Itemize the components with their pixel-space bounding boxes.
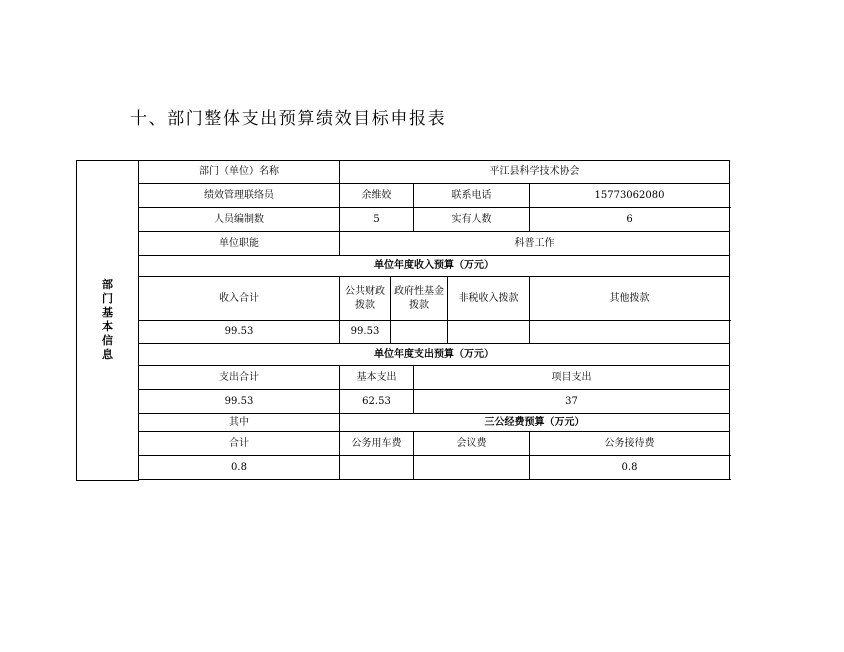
- actual-staff-value: 6: [530, 208, 730, 232]
- table-row: [77, 321, 730, 344]
- spacer-cell: [139, 480, 730, 481]
- table-row: [77, 277, 730, 321]
- official-car-label: 公务用车费: [340, 432, 414, 456]
- among-label: 其中: [139, 414, 340, 432]
- basic-expense-label: 基本支出: [340, 366, 414, 390]
- phone-value: 15773062080: [530, 184, 730, 208]
- fiscal-appropriation-label: 公共财政拨款: [340, 277, 391, 321]
- section-label: 部门基本信息: [77, 161, 139, 481]
- actual-staff-label: 实有人数: [414, 208, 530, 232]
- project-expense-label: 项目支出: [414, 366, 730, 390]
- three-public-header: 三公经费预算（万元）: [340, 414, 730, 432]
- table-row: [77, 432, 730, 456]
- table-row: [77, 232, 730, 256]
- nontax-income-label: 非税收入拨款: [448, 277, 530, 321]
- expense-total-label: 支出合计: [139, 366, 340, 390]
- page-title: 十、部门整体支出预算绩效目标申报表: [130, 109, 447, 129]
- other-appropriation-value: [530, 321, 730, 344]
- staff-quota-label: 人员编制数: [139, 208, 340, 232]
- project-expense-value: 37: [414, 390, 730, 414]
- budget-form-table: [76, 160, 730, 481]
- income-total-value: 99.53: [139, 321, 340, 344]
- duty-value: 科普工作: [340, 232, 730, 256]
- duty-label: 单位职能: [139, 232, 340, 256]
- table-row: [77, 208, 730, 232]
- table-row-spacer: [77, 480, 730, 481]
- table-row: [77, 161, 730, 184]
- dept-name-value: 平江县科学技术协会: [340, 161, 730, 184]
- meeting-fee-label: 会议费: [414, 432, 530, 456]
- expense-header: 单位年度支出预算（万元）: [139, 344, 730, 366]
- fiscal-appropriation-value: 99.53: [340, 321, 391, 344]
- expense-total-value: 99.53: [139, 390, 340, 414]
- contact-value: 余维姣: [340, 184, 414, 208]
- other-appropriation-label: 其他拨款: [530, 277, 730, 321]
- three-public-sum-label: 合计: [139, 432, 340, 456]
- income-header: 单位年度收入预算（万元）: [139, 256, 730, 277]
- nontax-income-value: [448, 321, 530, 344]
- meeting-fee-value: [414, 456, 530, 480]
- table-row: [77, 366, 730, 390]
- staff-quota-value: 5: [340, 208, 414, 232]
- table-row: [77, 256, 730, 277]
- table-row: [77, 184, 730, 208]
- table-row: [77, 390, 730, 414]
- gov-fund-value: [391, 321, 448, 344]
- phone-label: 联系电话: [414, 184, 530, 208]
- gov-fund-label: 政府性基金拨款: [391, 277, 448, 321]
- basic-expense-value: 62.53: [340, 390, 414, 414]
- reception-fee-label: 公务接待费: [530, 432, 730, 456]
- official-car-value: [340, 456, 414, 480]
- contact-label: 绩效管理联络员: [139, 184, 340, 208]
- three-public-sum-value: 0.8: [139, 456, 340, 480]
- table-row: [77, 344, 730, 366]
- income-total-label: 收入合计: [139, 277, 340, 321]
- dept-name-label: 部门（单位）名称: [139, 161, 340, 184]
- reception-fee-value: 0.8: [530, 456, 730, 480]
- table-row: [77, 414, 730, 432]
- table-row: [77, 456, 730, 480]
